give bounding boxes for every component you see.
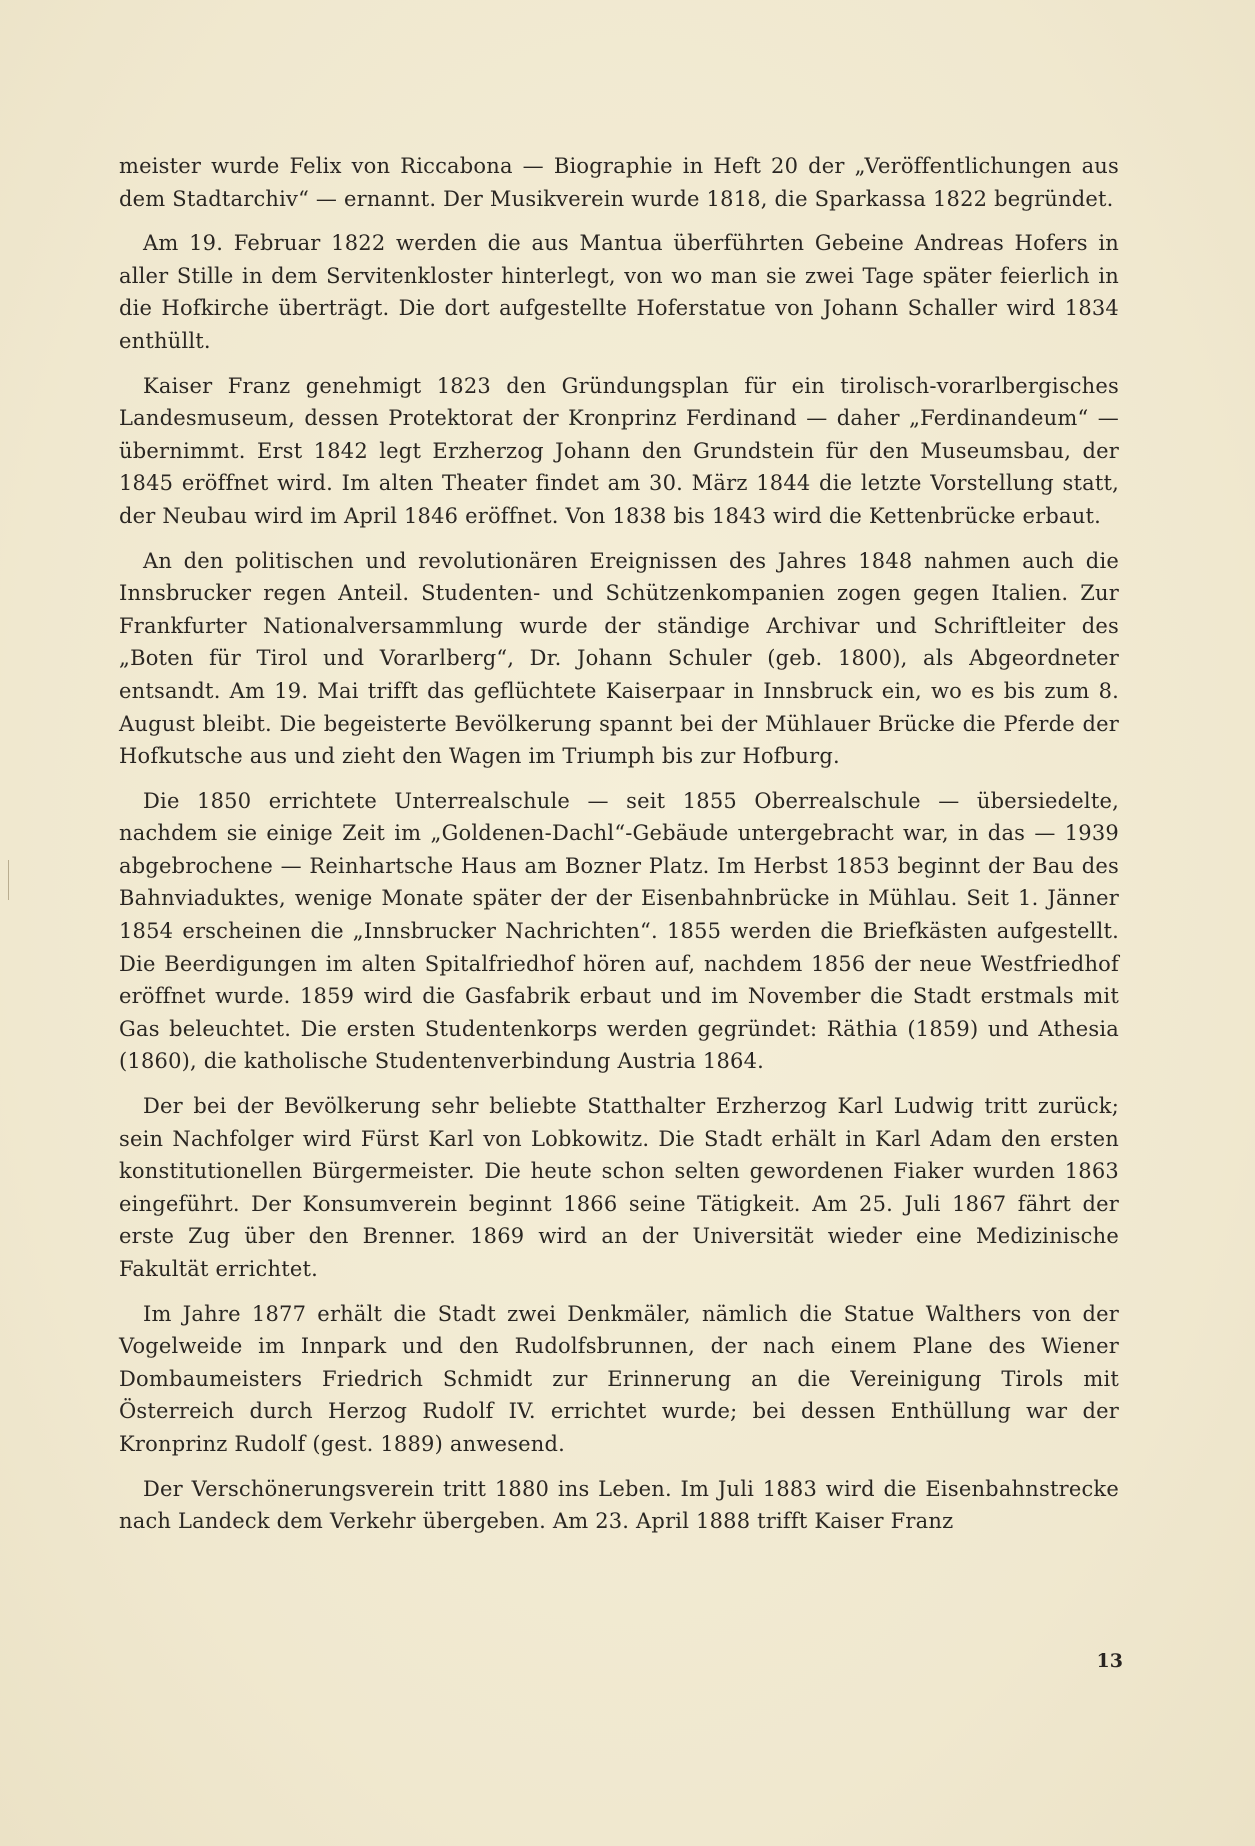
paragraph-7: Im Jahre 1877 erhält die Stadt zwei Denkmäler, nämlich die Statue Walthers von der Vogelweide im Innpark und den Rudolfsbrunnen, der nach einem Plane des Wiener Dombaumeisters Friedrich Schmidt zur Erinnerung an die Vereinigung Tirols mit Österreich durch Herzog Rudolf IV. errichtet wurde; bei dessen Enthüllung war der Kronprinz Rudolf (gest. 1889) anwesend.: [119, 1301, 1119, 1456]
paragraph-8: Der Verschönerungsverein tritt 1880 ins Leben. Im Juli 1883 wird die Eisenbahnstrecke nach Landeck dem Verkehr übergeben. Am 23. April 1888 trifft Kaiser Franz: [119, 1476, 1119, 1534]
page-number: 13: [1096, 1650, 1123, 1672]
paragraph-6: Der bei der Bevölkerung sehr beliebte Statthalter Erzherzog Karl Ludwig tritt zurück; sein Nachfolger wird Fürst Karl von Lobkowitz. Die Stadt erhält in Karl Adam den ersten konstitutionellen Bürgermeister. Die heute schon selten gewordenen Fiaker wurden 1863 eingeführt. Der Konsumverein beginnt 1866 seine Tätigkeit. Am 25. Juli 1867 fährt der erste Zug über den Brenner. 1869 wird an der Universität wieder eine Medizinische Fakultät errichtet.: [119, 1094, 1119, 1281]
paragraph-2: Am 19. Februar 1822 werden die aus Mantua überführten Gebeine Andreas Hofers in aller Stille in dem Servitenkloster hinterlegt, von wo man sie zwei Tage später feierlich in die Hofkirche überträgt. Die dort aufgestellte Hoferstatue von Johann Schaller wird 1834 enthüllt.: [119, 231, 1119, 353]
page-edge-mark: [8, 860, 9, 900]
paragraph-4: An den politischen und revolutionären Ereignissen des Jahres 1848 nahmen auch die Innsbrucker regen Anteil. Studenten- und Schützenkompanien zogen gegen Italien. Zur Frankfurter Nationalversammlung wurde der ständige Archivar und Schriftleiter des „Boten für Tirol und Vorarlberg“, Dr. Johann Schuler (geb. 1800), als Abgeordneter entsandt. Am 19. Mai trifft das geflüchtete Kaiserpaar in Innsbruck ein, wo es bis zum 8. August bleibt. Die begeisterte Bevölkerung spannt bei der Mühlauer Brücke die Pferde der Hofkutsche aus und zieht den Wagen im Triumph bis zur Hofburg.: [119, 548, 1119, 769]
paragraph-1: meister wurde Felix von Riccabona — Biographie in Heft 20 der „Veröffentlichungen aus dem Stadtarchiv“ — ernannt. Der Musikverein wurde 1818, die Sparkassa 1822 begründet.: [119, 154, 1119, 211]
paragraph-3: Kaiser Franz genehmigt 1823 den Gründungsplan für ein tirolisch-vorarlbergisches Landesmuseum, dessen Protektorat der Kronprinz Ferdinand — daher „Ferdinandeum“ — übernimmt. Erst 1842 legt Erzherzog Johann den Grundstein für den Museumsbau, der 1845 eröffnet wird. Im alten Theater findet am 30. März 1844 die letzte Vorstellung statt, der Neubau wird im April 1846 eröffnet. Von 1838 bis 1843 wird die Kettenbrücke erbaut.: [119, 373, 1119, 528]
body-text: [119, 150, 1119, 1550]
paragraph-5: Die 1850 errichtete Unterrealschule — seit 1855 Oberrealschule — übersiedelte, nachdem sie einige Zeit im „Goldenen-Dachl“-Gebäude untergebracht war, in das — 1939 abgebrochene — Reinhartsche Haus am Bozner Platz. Im Herbst 1853 beginnt der Bau des Bahnviaduktes, wenige Monate später der der Eisenbahnbrücke in Mühlau. Seit 1. Jänner 1854 erscheinen die „Innsbrucker Nachrichten“. 1855 werden die Briefkästen aufgestellt. Die Beerdigungen im alten Spitalfriedhof hören auf, nachdem 1856 der neue Westfriedhof eröffnet wurde. 1859 wird die Gasfabrik erbaut und im November die Stadt erstmals mit Gas beleuchtet. Die ersten Studentenkorps werden gegründet: Räthia (1859) und Athesia (1860), die katholische Studentenverbindung Austria 1864.: [119, 788, 1119, 1074]
